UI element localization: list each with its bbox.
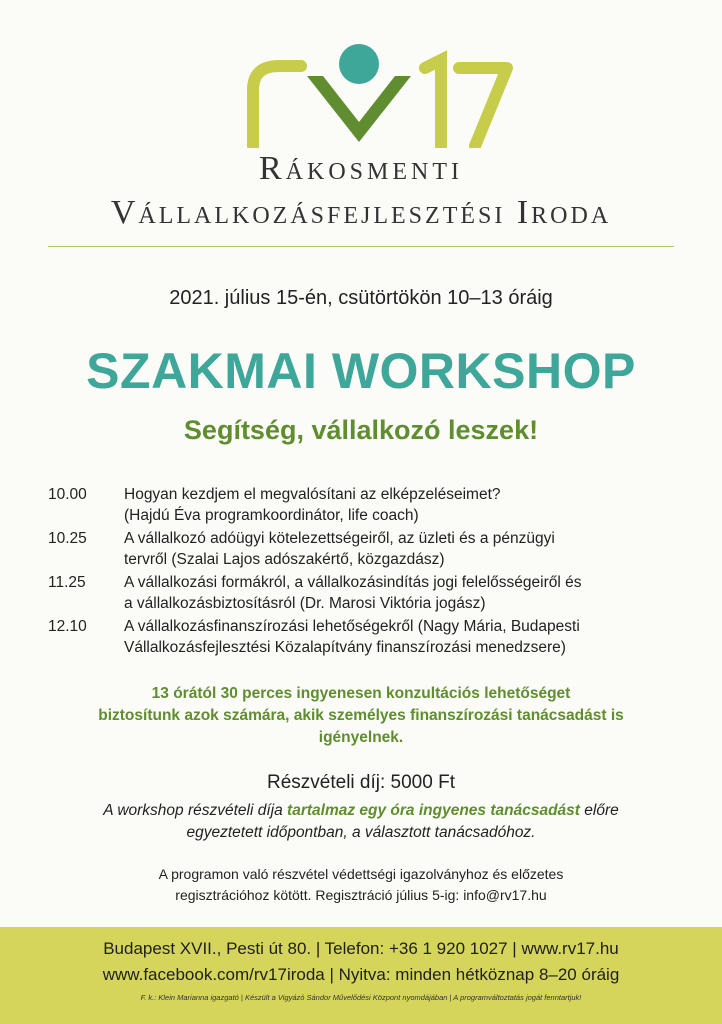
fee-note-line1 — [40, 800, 682, 822]
footer-contact: Budapest XVII., Pesti út 80. | Telefon: +36 1 920 1027 | www.rv17.hu — [103, 939, 619, 958]
agenda-line: Vállalkozásfejlesztési Közalapítvány finanszírozási menedzsere) — [124, 639, 566, 656]
footer-bar — [0, 927, 722, 1024]
agenda-line: a vállalkozásbiztosításról (Dr. Marosi Viktória jogász) — [124, 595, 486, 612]
agenda-list — [48, 484, 688, 660]
agenda-line: tervről (Szalai Lajos adószakértő, közgazdász) — [124, 551, 445, 568]
agenda-time: 10.00 — [48, 486, 87, 503]
consultation-highlight — [60, 683, 662, 749]
organization-name-line1: Rákosmenti — [258, 150, 463, 187]
logo-letter-r — [253, 66, 301, 146]
agenda-time: 11.25 — [48, 574, 86, 591]
fee-note-text: előre — [579, 802, 619, 819]
highlight-line: igényelnek. — [318, 729, 404, 746]
agenda-description — [124, 484, 688, 526]
logo-digit-7 — [459, 68, 507, 146]
organization-name-line2: Vállalkozásfejlesztési Iroda — [110, 194, 612, 231]
highlight-line: biztosítunk azok számára, akik személyes finanszírozási tanácsadást is — [98, 707, 624, 724]
agenda-item — [48, 528, 688, 570]
event-subtitle: Segítség, vállalkozó leszek! — [183, 415, 539, 445]
notice-line: A programon való részvétel védettségi igazolványhoz és előzetes — [158, 866, 564, 882]
agenda-description — [124, 528, 688, 570]
footer-fine-print: F. k.: Klein Marianna igazgató | Készült a Vigyázó Sándor Művelődési Központ nyomdájában | A programváltoztatás jogát fenntartjuk! — [140, 993, 582, 1002]
registration-notice — [70, 864, 652, 906]
participation-fee: Részvételi díj: 5000 Ft — [267, 772, 455, 793]
agenda-line: A vállalkozási formákról, a vállalkozásindítás jogi felelősségeiről és — [124, 574, 582, 591]
agenda-line: Hogyan kezdjem el megvalósítani az elképzeléseimet? — [124, 486, 501, 503]
event-date: 2021. július 15-én, csütörtökön 10–13 óráig — [169, 287, 553, 309]
agenda-time: 12.10 — [48, 618, 87, 635]
fee-note-emphasis: tartalmaz egy óra ingyenes tanácsadást — [287, 802, 580, 819]
logo-digit-1 — [425, 60, 441, 146]
agenda-item — [48, 616, 688, 658]
agenda-item — [48, 484, 688, 526]
highlight-line: 13 órától 30 perces ingyenesen konzultációs lehetőséget — [151, 685, 571, 702]
divider — [48, 246, 674, 247]
agenda-item — [48, 572, 688, 614]
agenda-line: (Hajdú Éva programkoordinátor, life coach) — [124, 507, 419, 524]
fee-note-text: A workshop részvételi díja — [103, 802, 288, 819]
notice-line: regisztrációhoz kötött. Regisztráció július 5-ig: info@rv17.hu — [175, 887, 547, 903]
agenda-description — [124, 572, 688, 614]
logo-person-head — [339, 44, 379, 84]
fee-note — [40, 800, 682, 844]
agenda-line: A vállalkozásfinanszírozási lehetőségekről (Nagy Mária, Budapesti — [124, 618, 580, 635]
fee-note-line2: egyeztetett időpontban, a választott tanácsadóhoz. — [186, 824, 536, 841]
footer-hours: www.facebook.com/rv17iroda | Nyitva: minden hétköznap 8–20 óráig — [102, 965, 620, 984]
rv17-logo — [235, 38, 515, 148]
event-title: SZAKMAI WORKSHOP — [86, 343, 636, 399]
agenda-line: A vállalkozó adóügyi kötelezettségeiről, az üzleti és a pénzügyi — [124, 530, 555, 547]
agenda-time: 10.25 — [48, 530, 87, 547]
agenda-description — [124, 616, 688, 658]
logo-person-body — [307, 76, 411, 142]
